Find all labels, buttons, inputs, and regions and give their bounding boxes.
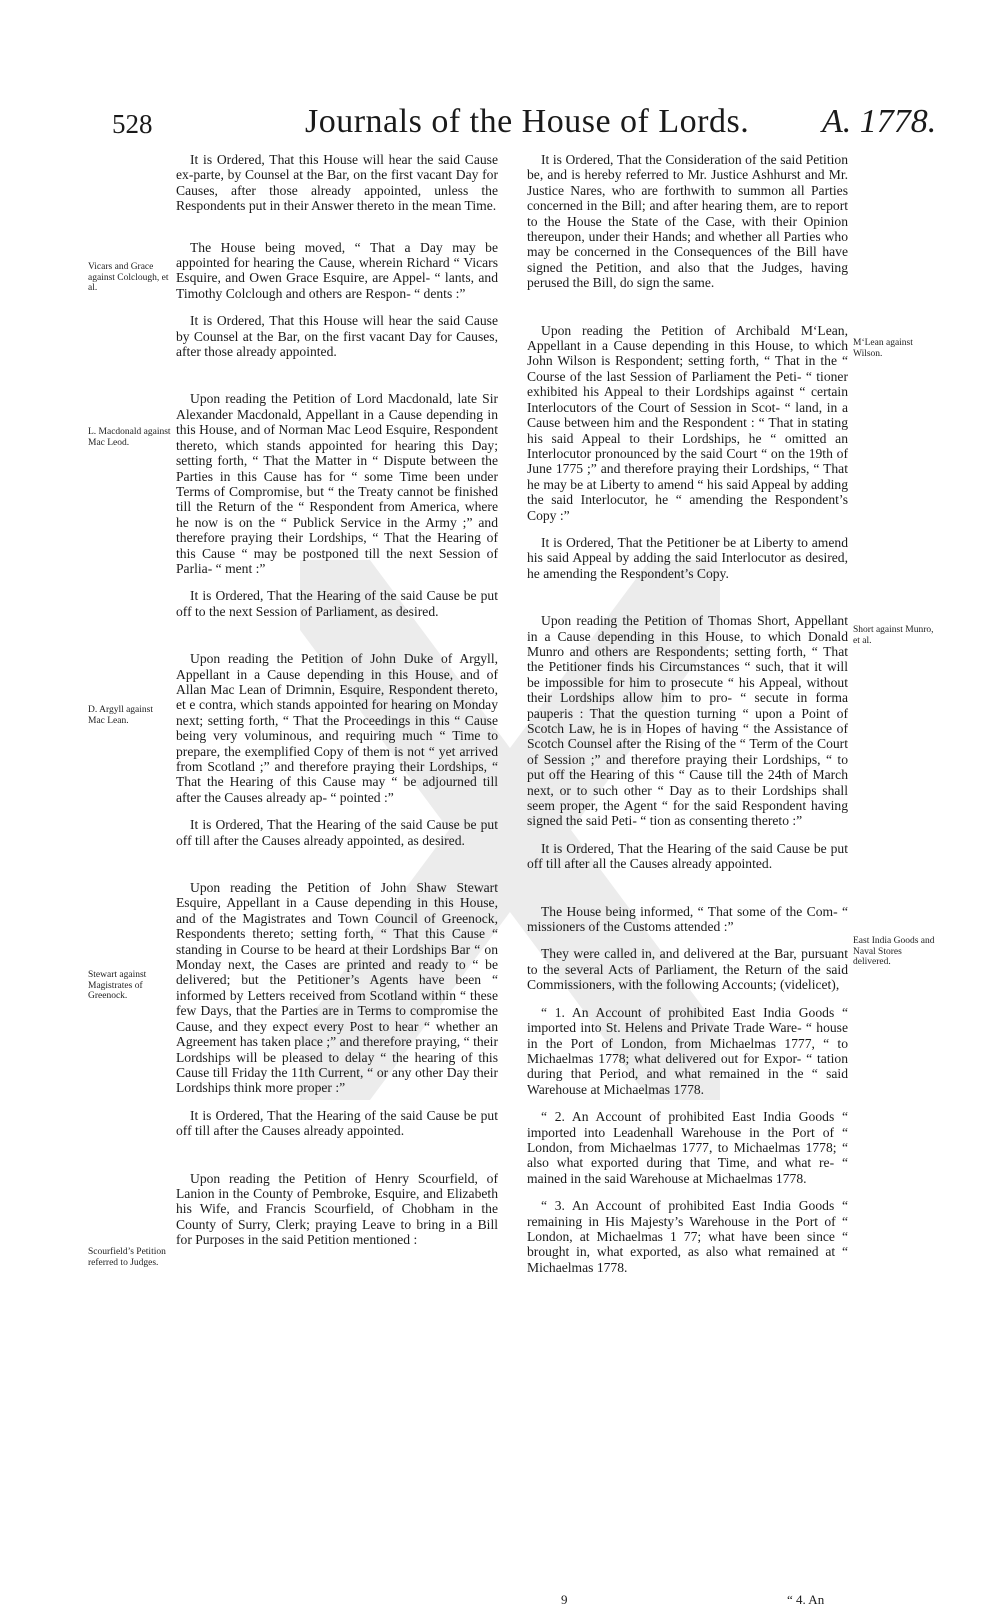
petition-text: Upon reading the Petition of Archibald M‘Lean, Appellant in a Cause depending in this House, to which John Wilson is Respondent; setting forth, “ That in the “ Course of the last Session of Parliament the Peti- “ tioner exhibited his Appeal to their Lordships against “ certain Interlocutors of the Court of Session in Scot- “ land, in a Cause between him and the Respondent : “ That in stating his said Appeal to their Lordships, he “ omitted an Interlocutor pronounced by the said Court “ on the 19th of June 1775 ;” and therefore praying their Lordships, “ That he may be at Liberty to amend “ his said Appeal by adding the said Interlocutor, he “ amending the Respondent’s Copy :” [527, 322, 848, 523]
margin-note: Stewart against Magistrates of Greenock. [88, 970, 147, 1001]
order-text: It is Ordered, That this House will hear the said Cause by Counsel at the Bar, on the first vacant Day for Causes, after those already appointed. [176, 313, 498, 360]
account-item: “ 1. An Account of prohibited East India Goods “ imported into St. Helens and Private Trade Ware- “ house in the Port of London, from Michaelmas 1777, “ to Michaelmas 1778; what delivered out for Expor- “ tation during that Period, and what remained in the “ said Warehouse at Michaelmas 1778. [527, 1004, 848, 1097]
left-column [176, 152, 498, 1272]
journal-title: Journals of the House of Lords. [305, 103, 750, 140]
entry [527, 904, 848, 993]
entry [176, 1171, 498, 1248]
entry [176, 152, 498, 214]
order-text: It is Ordered, That the Hearing of the said Cause be put off till after the Causes already appointed. [176, 1107, 498, 1139]
petition-text: Upon reading the Petition of Thomas Short, Appellant in a Cause depending in this House, to which Donald Munro and others are Respondents; setting forth, “ That the Petitioner finds his Circumstances “ such, that it will be impossible for him to prosecute “ his Appeal, without their Lordships allow him to pro- “ secute in forma pauperis : That the question turning “ upon a Point of Scotch Law, he is in Hopes of having “ the Assistance of Scotch Counsel after the Rising of the “ Term of the Court of Session ;” and therefore praying their Lordships, “ to put off the Hearing of this “ Cause till the 24th of March next, or to such other “ Day as to their Lordships shall seem proper, the Agent “ for the said Respondent having signed the said Peti- “ tion as consenting thereto :” [527, 613, 848, 829]
account-item: “ 3. An Account of prohibited East India Goods “ remaining in His Majesty’s Warehouse in the Port of “ London, at Michaelmas 1 77; what have been since “ brought in, what exported, as also what remained at “ Michaelmas 1778. [527, 1198, 848, 1275]
margin-note: Vicars and Grace against Colclough, et al. [88, 262, 169, 293]
margin-note: Scourfield’s Petition referred to Judges. [88, 1247, 166, 1268]
entry [176, 651, 498, 848]
petition-text: Upon reading the Petition of Henry Scourfield, of Lanion in the County of Pembroke, Esquire, and Elizabeth his Wife, and Francis Scourfield, of Chobham in the County of Surry, Clerk; praying Leave to bring in a Bill for Purposes in the said Petition mentioned : [176, 1170, 498, 1248]
margin-note: M‘Lean against Wilson. [853, 338, 913, 359]
petition-text: The House being informed, “ That some of the Com- “ missioners of the Customs attended :” [527, 903, 848, 935]
petition-text: Upon reading the Petition of John Duke of Argyll, Appellant in a Cause depending in this House, and of Allan Mac Lean of Drimnin, Esquire, Respondent thereto, et e contra, which stands appointed for hearing on Monday next; setting forth, “ That the Proceedings in this “ Cause being very voluminous, and requiring much “ Time to prepare, the exemplified Copy of them is not “ yet arrived from Scotland ;” and therefore praying their Lordships, “ That the Hearing of this Cause may “ be adjourned till after the Causes already ap- “ pointed :” [176, 651, 498, 805]
margin-note: Short against Munro, et al. [853, 625, 934, 646]
petition-text: The House being moved, “ That a Day may be appointed for hearing the Cause, wherein Richard “ Vicars Esquire, and Owen Grace Esquire, are Appel- “ lants, and Timothy Colclough and others are Respon- “ dents :” [176, 239, 498, 301]
order-text: They were called in, and delivered at the Bar, pursuant to the several Acts of Parliament, the Return of the said Commissioners, with the following Accounts; (videlicet), [527, 946, 848, 993]
signature-mark: 9 [561, 1592, 568, 1607]
entry [176, 391, 498, 619]
order-text: It is Ordered, That the Hearing of the said Cause be put off till after the Causes already appointed, as desired. [176, 817, 498, 848]
right-column [527, 152, 848, 1299]
entry [527, 613, 848, 872]
journal-year: A. 1778. [822, 103, 937, 140]
petition-text: Upon reading the Petition of John Shaw Stewart Esquire, Appellant in a Cause depending in this House, and of the Magistrates and Town Council of Greenock, Respondents thereto; setting forth, “ That this Cause “ standing in Course to be heard at their Lordships Bar “ on Monday next, the Cases are printed and ready to “ be delivered; but the Petitioner’s Agents have been “ informed by Letters received from Scotland within “ these few Days, that the Parties are in Terms to compromise the Cause, and they expect every Post to hear “ whether an Agreement has taken place ;” and therefore praying, “ their Lordships will be pleased to delay “ the hearing of this Cause till Friday the 11th Current, “ or any other Day their Lordships think more proper :” [176, 880, 498, 1096]
margin-note: L. Macdonald against Mac Leod. [88, 427, 171, 448]
margin-note: D. Argyll against Mac Lean. [88, 705, 154, 726]
account-item: “ 2. An Account of prohibited East India Goods “ imported into Leadenhall Warehouse in the Port of “ London, from Michaelmas 1777, to Michaelmas 1778; “ also what exported during that Time, and what re- “ mained in the said Warehouse at Michaelmas 1778. [527, 1109, 848, 1186]
account-list [527, 1005, 848, 1276]
page-number: 528 [112, 109, 153, 139]
page-header [0, 103, 992, 143]
entry [176, 240, 498, 360]
petition-text: Upon reading the Petition of Lord Macdonald, late Sir Alexander Macdonald, Appellant in a Cause depending in this House, and of Norman Mac Leod Esquire, Respondent thereto, which stands appointed for hearing this Day; setting forth, “ That the Matter in “ Dispute between the Parties in this Cause has for “ some Time been under Terms of Compromise, but “ the Treaty cannot be finished till the Return of the “ Respondent from America, where he now is on the “ Publick Service in the Army ;” and therefore praying their Lordships, “ That the Hearing of this Cause “ may be postponed till the next Session of Parlia- “ ment :” [176, 391, 498, 576]
order-text: It is Ordered, That the Hearing of the said Cause be put off to the next Session of Parliament, as desired. [176, 588, 498, 619]
entry [527, 152, 848, 291]
order-text: It is Ordered, That this House will hear the said Cause ex-parte, by Counsel at the Bar, on the first vacant Day for Causes, after those already appointed, unless the Respondents put in their Answer thereto in the mean Time. [176, 152, 498, 214]
margin-note: East India Goods and Naval Stores delivered. [853, 936, 935, 967]
order-text: It is Ordered, That the Consideration of the said Petition be, and is hereby referred to Mr. Justice Ashhurst and Mr. Justice Nares, who are forthwith to summon all Parties concerned in the Bill; and after hearing them, are to report to the House the State of the Case, with their Opinion thereupon, under their Hands; and whether all Parties who may be concerned in the Consequences of the Bill have signed the Petition, and also that the Judges, having perused the Bill, do sign the same. [527, 152, 848, 291]
entry [176, 880, 498, 1139]
order-text: It is Ordered, That the Petitioner be at Liberty to amend his said Appeal by adding the said Interlocutor as desired, he amending the Respondent’s Copy. [527, 534, 848, 581]
catchword: “ 4. An [787, 1592, 825, 1607]
order-text: It is Ordered, That the Hearing of the said Cause be put off till after all the Causes already appointed. [527, 840, 848, 872]
entry [527, 323, 848, 582]
